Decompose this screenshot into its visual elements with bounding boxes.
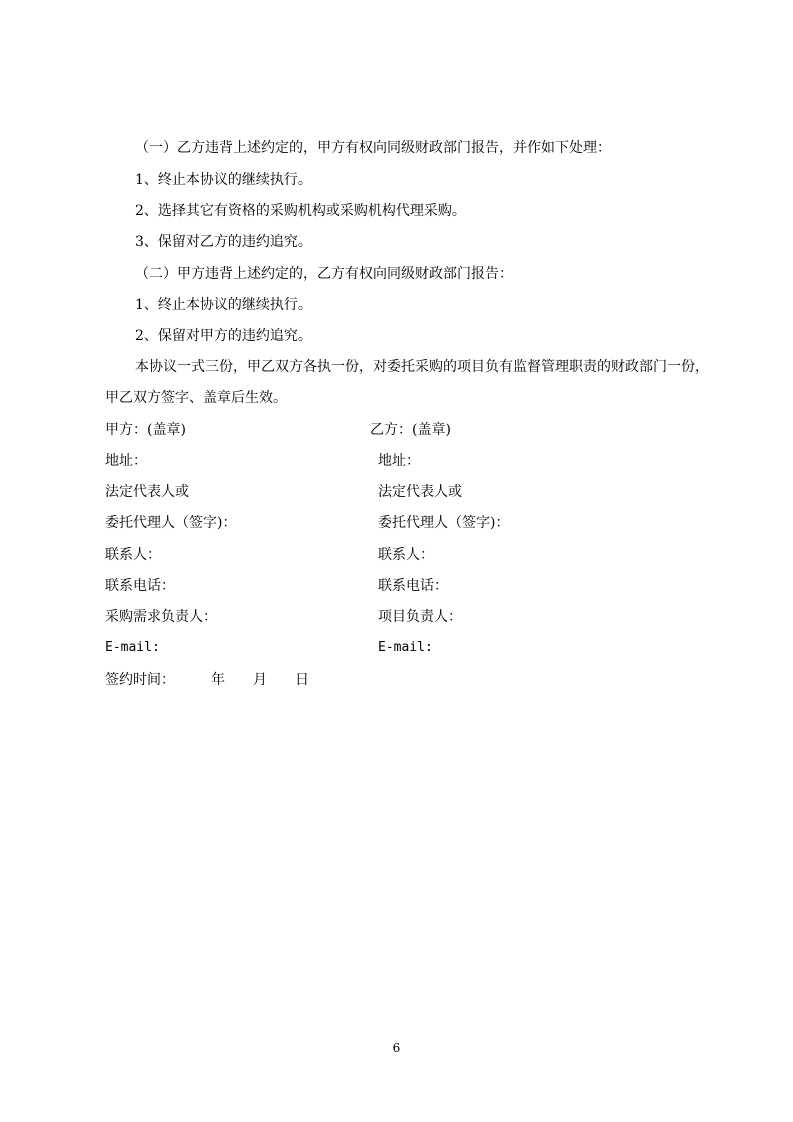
page-number: 6: [392, 1041, 401, 1055]
clause-1-item-2: 2、选择其它有资格的采购机构或采购机构代理采购。: [135, 203, 466, 219]
party-b-phone: 联系电话：: [378, 578, 448, 594]
party-a-title: 甲方：(盖章): [105, 422, 186, 438]
party-a-phone: 联系电话：: [105, 578, 175, 594]
clause-1-heading: （一）乙方违背上述约定的，甲方有权向同级财政部门报告，并作如下处理：: [135, 140, 611, 156]
party-a-contact: 联系人：: [105, 547, 161, 563]
clause-1-item-1: 1、终止本协议的继续执行。: [135, 172, 312, 188]
party-b-email: E-mail:: [378, 640, 433, 655]
signing-year: 年: [211, 672, 225, 688]
copies-paragraph-line-1: 本协议一式三份，甲乙双方各执一份，对委托采购的项目负有监督管理职责的财政部门一份，: [135, 359, 709, 375]
party-b-responsible: 项目负责人：: [378, 609, 462, 625]
party-a-legal-rep: 法定代表人或: [105, 484, 189, 500]
party-a-address: 地址：: [105, 453, 147, 469]
party-b-legal-rep: 法定代表人或: [378, 484, 462, 500]
party-b-agent: 委托代理人（签字)：: [378, 515, 510, 531]
signing-month: 月: [253, 672, 267, 688]
clause-2-item-2: 2、保留对甲方的违约追究。: [135, 328, 312, 344]
party-a-responsible: 采购需求负责人：: [105, 609, 217, 625]
party-b-address: 地址：: [378, 453, 420, 469]
party-a-email: E-mail:: [105, 640, 160, 655]
clause-2-item-1: 1、终止本协议的继续执行。: [135, 297, 312, 313]
party-a-agent: 委托代理人（签字)：: [105, 515, 237, 531]
party-b-title: 乙方：(盖章): [370, 422, 451, 438]
clause-2-heading: （二）甲方违背上述约定的，乙方有权向同级财政部门报告：: [135, 266, 513, 282]
party-b-contact: 联系人：: [378, 547, 434, 563]
signing-day: 日: [295, 672, 309, 688]
copies-paragraph-line-2: 甲乙双方签字、盖章后生效。: [105, 390, 287, 406]
clause-1-item-3: 3、保留对乙方的违约追究。: [135, 234, 312, 250]
signing-time-label: 签约时间：: [105, 672, 175, 688]
